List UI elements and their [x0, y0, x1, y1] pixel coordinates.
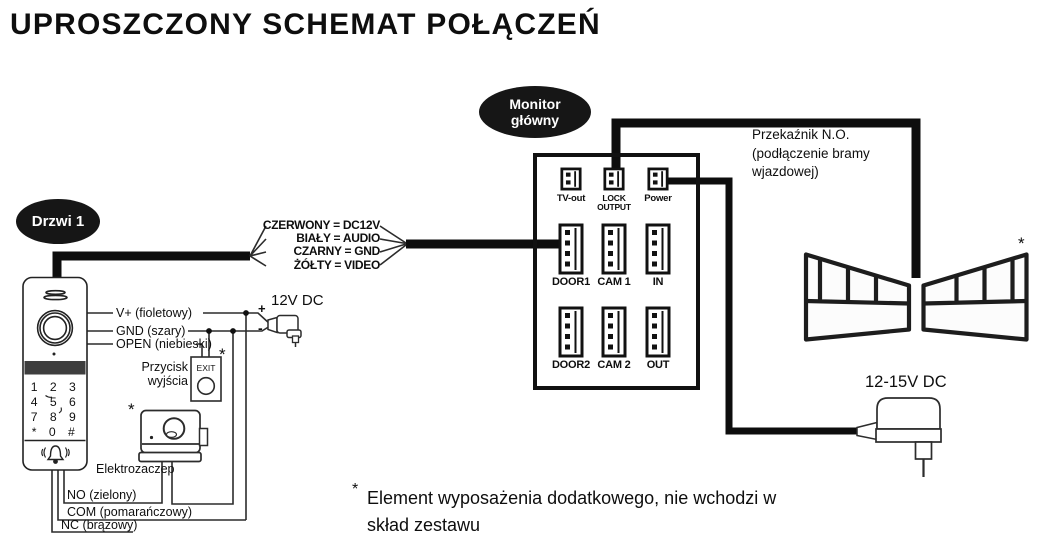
port-label: TV-out: [556, 193, 586, 204]
port-out: [636, 306, 680, 372]
asterisk-strike: *: [128, 400, 135, 419]
port-label: OUT: [646, 359, 670, 371]
door1-badge: [16, 199, 100, 244]
connector-2pin-icon: [560, 166, 582, 192]
port-power: [636, 166, 680, 204]
keypad-row-2: 4 5 6: [30, 395, 81, 409]
minus-sign: -: [258, 320, 263, 336]
connector-2pin-icon: [647, 166, 669, 192]
keypad-row-1: 1 2 3: [30, 380, 81, 394]
asterisk-footnote: *: [352, 481, 359, 498]
electric-strike-icon: [139, 411, 208, 462]
monitor-psu-label: 12-15V DC: [865, 373, 947, 391]
power-adapter-icon: [857, 398, 941, 477]
connector-4pin-icon: [601, 306, 627, 358]
port-in: [636, 223, 680, 289]
door1-badge-label: Drzwi 1: [31, 213, 85, 230]
connector-4pin-icon: [601, 223, 627, 275]
panel-band: [25, 361, 86, 375]
port-label: CAM 2: [597, 359, 631, 371]
footnote: [367, 485, 776, 539]
keypad: [31, 380, 81, 439]
mic-hole: [53, 353, 56, 356]
legend-black: CZARNY = GND: [293, 244, 380, 259]
legend-white: BIAŁY = AUDIO: [296, 231, 380, 246]
connector-4pin-icon: [645, 223, 671, 275]
legend-red: CZERWONY = DC12V: [262, 218, 380, 232]
footnote-line1: Element wyposażenia dodatkowego, nie wchodzi w: [367, 488, 777, 508]
port-label: DOOR2: [551, 359, 591, 371]
keypad-row-3: 7 8 9: [30, 410, 81, 424]
port-door2: [549, 306, 593, 372]
wire-label-gnd: GND (szary): [116, 324, 186, 338]
port-label: Power: [644, 193, 672, 204]
port-label: CAM 1: [597, 276, 631, 288]
port-label: DOOR1: [551, 276, 591, 288]
door-station-icon: [23, 278, 87, 471]
footnote-line2: skład zestawu: [367, 515, 481, 535]
connector-2pin-icon: [603, 166, 625, 192]
port-label: IN: [652, 276, 664, 288]
wire-label-nc: NC (brązowy): [61, 518, 138, 532]
monitor-badge: [479, 86, 591, 138]
door-psu-label: 12V DC: [271, 292, 324, 309]
dc-plug-icon: [268, 316, 301, 348]
port-tv-out: [549, 166, 593, 204]
relay-note-line3: wjazdowej): [752, 164, 819, 179]
exit-button-caption: [138, 360, 188, 388]
relay-note-line2: (podłączenie bramy: [752, 145, 870, 161]
wire-label-no: NO (zielony): [67, 488, 137, 502]
exit-caption-line1: Przycisk: [141, 360, 188, 374]
wire-label-open: OPEN (niebieski): [116, 337, 212, 351]
page-title: UPROSZCZONY SCHEMAT POŁĄCZEŃ: [10, 8, 601, 41]
connector-4pin-icon: [645, 306, 671, 358]
cable-color-legend: [260, 219, 380, 272]
wire-label-vplus: V+ (fioletowy): [116, 306, 193, 320]
port-cam2: [592, 306, 636, 372]
port-label: LOCK OUTPUT: [597, 193, 631, 212]
asterisk-gate: *: [1018, 234, 1025, 253]
connector-4pin-icon: [558, 223, 584, 275]
asterisk-exit: *: [219, 345, 226, 364]
legend-yellow: ŻÓŁTY = VIDEO: [293, 257, 380, 272]
port-door1: [549, 223, 593, 289]
keypad-row-4: * 0 #: [31, 425, 80, 439]
port-cam1: [592, 223, 636, 289]
exit-caption-line2: wyjścia: [147, 374, 188, 388]
strike-caption: Elektrozaczep: [96, 462, 175, 476]
port-lock-output: [594, 166, 634, 212]
door-station-cable: [57, 256, 250, 278]
exit-button-label: EXIT: [196, 363, 216, 373]
connector-4pin-icon: [558, 306, 584, 358]
relay-note: [752, 126, 870, 182]
plus-sign: +: [258, 301, 266, 316]
relay-note-line1: Przekaźnik N.O.: [752, 127, 850, 142]
wire-label-com: COM (pomarańczowy): [67, 505, 193, 519]
monitor-badge-label: Monitor główny: [509, 95, 561, 128]
monitor-box: [533, 153, 700, 390]
